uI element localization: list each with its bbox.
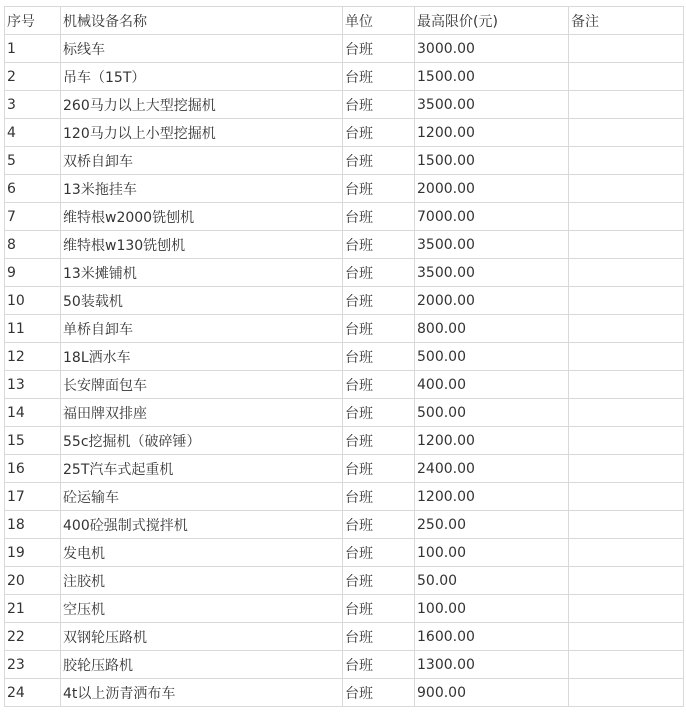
cell-no: 8: [5, 231, 61, 259]
table-row: [5, 399, 684, 427]
cell-name: 胶轮压路机: [61, 651, 343, 679]
cell-unit: 台班: [343, 91, 415, 119]
table-row: [5, 539, 684, 567]
cell-name: 双钢轮压路机: [61, 623, 343, 651]
table-row: [5, 287, 684, 315]
cell-price: 900.00: [415, 679, 569, 707]
table-row: [5, 203, 684, 231]
cell-price: 2400.00: [415, 455, 569, 483]
cell-name: 260马力以上大型挖掘机: [61, 91, 343, 119]
cell-name: 13米摊铺机: [61, 259, 343, 287]
cell-no: 2: [5, 63, 61, 91]
table-row: [5, 175, 684, 203]
cell-no: 16: [5, 455, 61, 483]
cell-unit: 台班: [343, 119, 415, 147]
cell-price: 50.00: [415, 567, 569, 595]
cell-unit: 台班: [343, 35, 415, 63]
cell-no: 15: [5, 427, 61, 455]
cell-price: 1200.00: [415, 119, 569, 147]
cell-price: 1500.00: [415, 147, 569, 175]
cell-price: 100.00: [415, 595, 569, 623]
cell-unit: 台班: [343, 315, 415, 343]
cell-no: 10: [5, 287, 61, 315]
cell-unit: 台班: [343, 175, 415, 203]
header-row: [5, 7, 684, 35]
cell-name: 25T汽车式起重机: [61, 455, 343, 483]
cell-note: [569, 35, 684, 63]
cell-note: [569, 427, 684, 455]
cell-note: [569, 651, 684, 679]
cell-note: [569, 455, 684, 483]
cell-no: 21: [5, 595, 61, 623]
cell-unit: 台班: [343, 63, 415, 91]
cell-unit: 台班: [343, 679, 415, 707]
cell-unit: 台班: [343, 371, 415, 399]
cell-name: 砼运输车: [61, 483, 343, 511]
table-row: [5, 231, 684, 259]
cell-price: 1300.00: [415, 651, 569, 679]
cell-note: [569, 91, 684, 119]
cell-no: 14: [5, 399, 61, 427]
cell-price: 500.00: [415, 399, 569, 427]
cell-name: 注胶机: [61, 567, 343, 595]
header-unit: 单位: [343, 7, 415, 35]
cell-name: 4t以上沥青洒布车: [61, 679, 343, 707]
cell-unit: 台班: [343, 147, 415, 175]
cell-no: 20: [5, 567, 61, 595]
cell-note: [569, 371, 684, 399]
cell-name: 空压机: [61, 595, 343, 623]
table-header: [5, 7, 684, 35]
table-row: [5, 483, 684, 511]
table-row: [5, 147, 684, 175]
cell-note: [569, 259, 684, 287]
table-row: [5, 511, 684, 539]
cell-unit: 台班: [343, 623, 415, 651]
table-row: [5, 679, 684, 707]
header-price: 最高限价(元): [415, 7, 569, 35]
cell-note: [569, 511, 684, 539]
cell-price: 1600.00: [415, 623, 569, 651]
cell-price: 7000.00: [415, 203, 569, 231]
cell-name: 单桥自卸车: [61, 315, 343, 343]
table-row: [5, 259, 684, 287]
cell-no: 18: [5, 511, 61, 539]
cell-unit: 台班: [343, 651, 415, 679]
cell-note: [569, 679, 684, 707]
cell-no: 12: [5, 343, 61, 371]
cell-no: 11: [5, 315, 61, 343]
cell-price: 250.00: [415, 511, 569, 539]
table-row: [5, 427, 684, 455]
cell-unit: 台班: [343, 259, 415, 287]
cell-note: [569, 343, 684, 371]
cell-unit: 台班: [343, 455, 415, 483]
cell-no: 23: [5, 651, 61, 679]
cell-no: 5: [5, 147, 61, 175]
cell-name: 吊车（15T）: [61, 63, 343, 91]
cell-no: 6: [5, 175, 61, 203]
table-row: [5, 567, 684, 595]
cell-note: [569, 595, 684, 623]
cell-price: 1200.00: [415, 427, 569, 455]
cell-name: 发电机: [61, 539, 343, 567]
cell-name: 福田牌双排座: [61, 399, 343, 427]
cell-price: 3500.00: [415, 91, 569, 119]
cell-price: 500.00: [415, 343, 569, 371]
cell-name: 18L洒水车: [61, 343, 343, 371]
table-row: [5, 651, 684, 679]
equipment-price-table-container: [4, 6, 684, 707]
cell-no: 7: [5, 203, 61, 231]
cell-unit: 台班: [343, 483, 415, 511]
cell-note: [569, 203, 684, 231]
cell-price: 1500.00: [415, 63, 569, 91]
cell-note: [569, 539, 684, 567]
cell-no: 3: [5, 91, 61, 119]
cell-note: [569, 231, 684, 259]
table-row: [5, 371, 684, 399]
table-row: [5, 35, 684, 63]
cell-price: 100.00: [415, 539, 569, 567]
table-row: [5, 623, 684, 651]
cell-no: 1: [5, 35, 61, 63]
cell-no: 13: [5, 371, 61, 399]
cell-note: [569, 287, 684, 315]
cell-price: 2000.00: [415, 175, 569, 203]
cell-unit: 台班: [343, 231, 415, 259]
cell-note: [569, 63, 684, 91]
table-row: [5, 91, 684, 119]
cell-no: 24: [5, 679, 61, 707]
cell-name: 55c挖掘机（破碎锤）: [61, 427, 343, 455]
header-name: 机械设备名称: [61, 7, 343, 35]
cell-name: 维特根w2000铣刨机: [61, 203, 343, 231]
cell-price: 3500.00: [415, 231, 569, 259]
cell-note: [569, 623, 684, 651]
table-row: [5, 315, 684, 343]
cell-unit: 台班: [343, 567, 415, 595]
cell-no: 19: [5, 539, 61, 567]
cell-price: 1200.00: [415, 483, 569, 511]
cell-name: 13米拖挂车: [61, 175, 343, 203]
cell-no: 9: [5, 259, 61, 287]
cell-unit: 台班: [343, 287, 415, 315]
cell-name: 双桥自卸车: [61, 147, 343, 175]
cell-unit: 台班: [343, 595, 415, 623]
cell-no: 22: [5, 623, 61, 651]
cell-note: [569, 147, 684, 175]
header-note: 备注: [569, 7, 684, 35]
cell-name: 120马力以上小型挖掘机: [61, 119, 343, 147]
cell-name: 400砼强制式搅拌机: [61, 511, 343, 539]
cell-unit: 台班: [343, 539, 415, 567]
cell-price: 800.00: [415, 315, 569, 343]
cell-unit: 台班: [343, 399, 415, 427]
table-body: [5, 35, 684, 707]
cell-note: [569, 567, 684, 595]
cell-price: 2000.00: [415, 287, 569, 315]
cell-unit: 台班: [343, 511, 415, 539]
cell-name: 50装载机: [61, 287, 343, 315]
table-row: [5, 455, 684, 483]
table-row: [5, 119, 684, 147]
cell-price: 400.00: [415, 371, 569, 399]
cell-unit: 台班: [343, 203, 415, 231]
cell-price: 3500.00: [415, 259, 569, 287]
cell-unit: 台班: [343, 343, 415, 371]
cell-note: [569, 483, 684, 511]
cell-note: [569, 119, 684, 147]
cell-price: 3000.00: [415, 35, 569, 63]
table-row: [5, 63, 684, 91]
cell-no: 17: [5, 483, 61, 511]
table-row: [5, 343, 684, 371]
cell-name: 标线车: [61, 35, 343, 63]
cell-unit: 台班: [343, 427, 415, 455]
cell-note: [569, 315, 684, 343]
cell-name: 维特根w130铣刨机: [61, 231, 343, 259]
cell-note: [569, 399, 684, 427]
cell-no: 4: [5, 119, 61, 147]
header-no: 序号: [5, 7, 61, 35]
cell-name: 长安牌面包车: [61, 371, 343, 399]
equipment-price-table: [4, 6, 684, 707]
table-row: [5, 595, 684, 623]
cell-note: [569, 175, 684, 203]
